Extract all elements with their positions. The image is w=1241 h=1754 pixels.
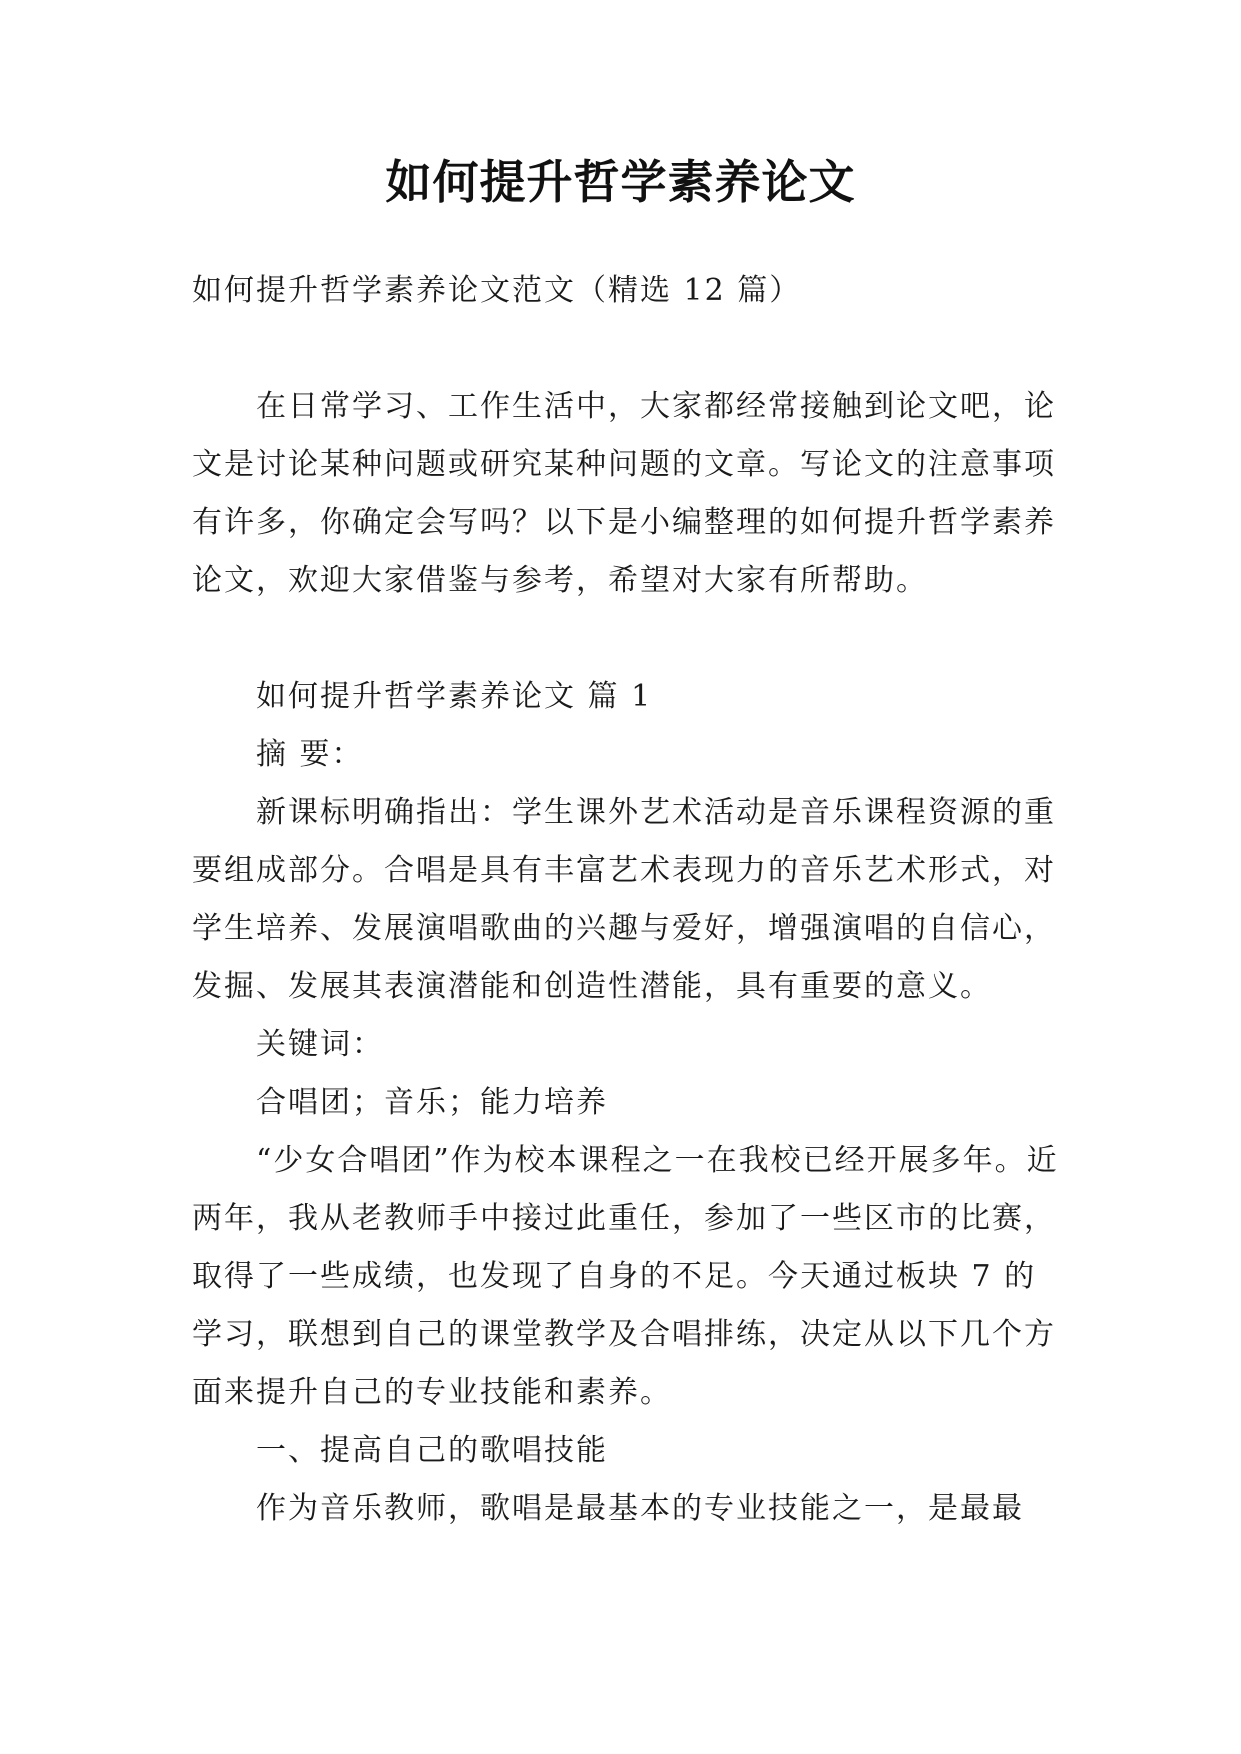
abstract-label: 摘 要：	[256, 737, 364, 772]
keywords-text: 合唱团；音乐；能力培养	[256, 1085, 608, 1120]
document-body	[192, 262, 1062, 1538]
section-heading: 如何提升哲学素养论文 篇 1	[256, 679, 653, 714]
abstract-text: 新课标明确指出：学生课外艺术活动是音乐课程资源的重要组成部分。合唱是具有丰富艺术表现力的音乐艺术形式，对学生培养、发展演唱歌曲的兴趣与爱好，增强演唱的自信心，发掘、发展其表演潜能和创造性潜能，具有重要的意义。	[192, 795, 1056, 1004]
document-title: 如何提升哲学素养论文	[385, 155, 856, 209]
spacer	[192, 320, 1062, 378]
spacer	[192, 610, 1062, 668]
document-subtitle: 如何提升哲学素养论文范文（精选 12 篇）	[192, 273, 802, 308]
body-paragraph: “少女合唱团”作为校本课程之一在我校已经开展多年。近两年，我从老教师手中接过此重任，参加了一些区市的比赛，取得了一些成绩，也发现了自身的不足。今天通过板块 7 的学习，联想到自己的课堂教学及合唱排练，决定从以下几个方面来提升自己的专业技能和素养。	[192, 1143, 1059, 1410]
body-paragraph: 作为音乐教师，歌唱是最基本的专业技能之一，是最最	[256, 1491, 1024, 1526]
keywords-label: 关键词：	[256, 1027, 384, 1062]
section-subheading: 一、提高自己的歌唱技能	[256, 1433, 608, 1468]
intro-paragraph: 在日常学习、工作生活中，大家都经常接触到论文吧，论文是讨论某种问题或研究某种问题的文章。写论文的注意事项有许多，你确定会写吗？以下是小编整理的如何提升哲学素养论文，欢迎大家借鉴与参考，希望对大家有所帮助。	[192, 389, 1056, 598]
